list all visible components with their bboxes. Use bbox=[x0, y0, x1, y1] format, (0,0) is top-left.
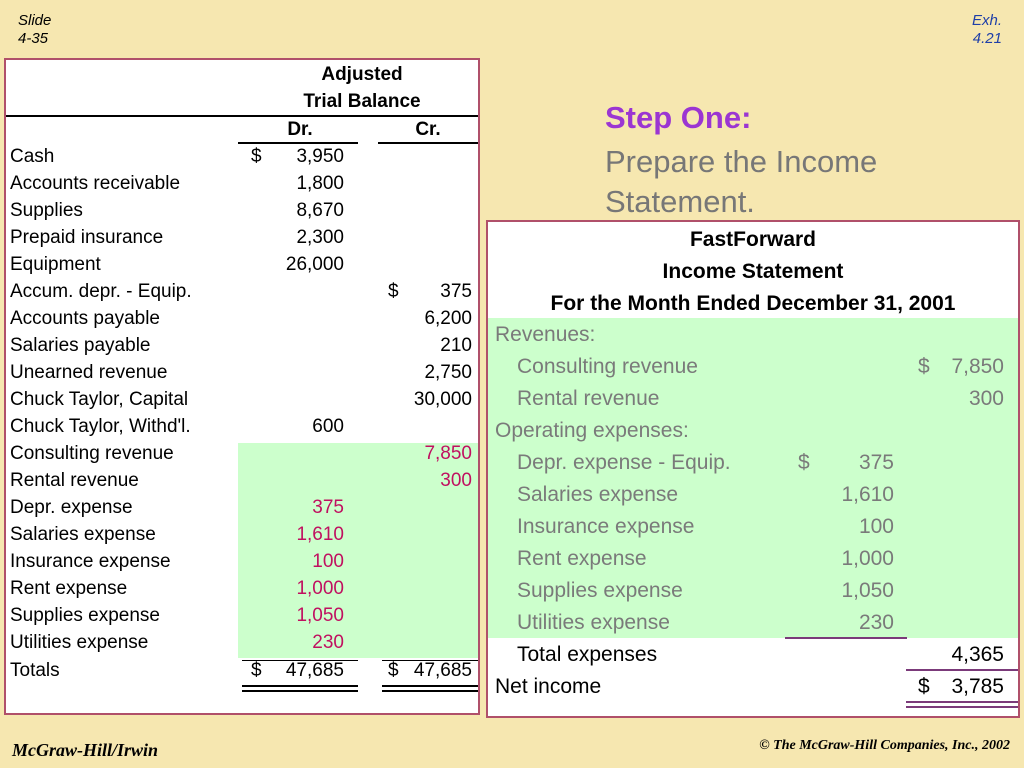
account-name: Cash bbox=[10, 146, 55, 167]
revenue-amount: 7,850 bbox=[951, 355, 1004, 378]
account-name: Unearned revenue bbox=[10, 362, 168, 383]
expense-amount: 375 bbox=[858, 451, 894, 474]
account-name: Salaries expense bbox=[10, 524, 156, 545]
totals-dr-top-rule bbox=[242, 660, 358, 661]
expense-name: Rent expense bbox=[517, 547, 647, 570]
totals-row bbox=[6, 660, 478, 687]
totals-dr-symbol: $ bbox=[251, 660, 262, 681]
expense-amount: 1,610 bbox=[841, 483, 894, 506]
dr-amount: 1,800 bbox=[296, 173, 344, 194]
exhibit-word: Exh. bbox=[971, 12, 1002, 29]
dr-amount: 375 bbox=[312, 497, 344, 518]
totals-dr: 47,685 bbox=[285, 660, 344, 681]
statement-title: Income Statement bbox=[662, 260, 844, 283]
table-row bbox=[6, 173, 478, 200]
expense-amount: 1,050 bbox=[841, 579, 894, 602]
table-row bbox=[6, 308, 478, 335]
expense-name: Supplies expense bbox=[517, 579, 683, 602]
total-expenses-amount: 4,365 bbox=[951, 643, 1004, 666]
expenses-heading-row bbox=[488, 419, 1018, 451]
expense-amount: 100 bbox=[858, 515, 894, 538]
totals-label: Totals bbox=[10, 660, 60, 681]
total-expenses-label: Total expenses bbox=[517, 643, 658, 666]
account-name: Equipment bbox=[10, 254, 101, 275]
expenses-heading: Operating expenses: bbox=[495, 419, 689, 442]
cr-amount: 300 bbox=[440, 470, 472, 491]
expense-amount: 1,000 bbox=[841, 547, 894, 570]
expense-symbol: $ bbox=[798, 451, 810, 474]
cr-amount: 375 bbox=[440, 281, 472, 302]
table-row bbox=[6, 524, 478, 551]
revenues-heading: Revenues: bbox=[495, 323, 596, 346]
dr-symbol: $ bbox=[251, 146, 262, 167]
expense-row bbox=[488, 579, 1018, 611]
table-row bbox=[6, 362, 478, 389]
expense-name: Insurance expense bbox=[517, 515, 695, 538]
cr-amount: 210 bbox=[440, 335, 472, 356]
account-name: Chuck Taylor, Withd'l. bbox=[10, 416, 191, 437]
dr-column-header: Dr. bbox=[287, 119, 313, 140]
cr-symbol: $ bbox=[388, 281, 399, 302]
table-row bbox=[6, 605, 478, 632]
revenue-row bbox=[488, 387, 1018, 419]
slide-number-label bbox=[18, 12, 51, 48]
table-row bbox=[6, 227, 478, 254]
totals-cr-double-rule bbox=[382, 685, 478, 692]
net-income-symbol: $ bbox=[918, 675, 930, 698]
step-title: Step One: bbox=[605, 100, 752, 135]
dr-amount: 1,000 bbox=[296, 578, 344, 599]
totals-cr-symbol: $ bbox=[388, 660, 399, 681]
revenue-name: Consulting revenue bbox=[517, 355, 698, 378]
expense-row bbox=[488, 547, 1018, 579]
account-name: Supplies bbox=[10, 200, 83, 221]
adjusted-trial-balance-table bbox=[4, 58, 480, 715]
dr-amount: 1,610 bbox=[296, 524, 344, 545]
copyright-footer: © The McGraw-Hill Companies, Inc., 2002 bbox=[759, 738, 1010, 753]
total-expenses-rule bbox=[906, 669, 1018, 671]
dr-amount: 26,000 bbox=[285, 254, 344, 275]
dr-header-rule bbox=[238, 142, 358, 144]
company-name: FastForward bbox=[689, 228, 817, 251]
totals-dr-double-rule bbox=[242, 685, 358, 692]
table-row bbox=[6, 200, 478, 227]
net-income-label: Net income bbox=[495, 675, 602, 698]
account-name: Prepaid insurance bbox=[10, 227, 164, 248]
account-name: Accounts payable bbox=[10, 308, 160, 329]
account-name: Chuck Taylor, Capital bbox=[10, 389, 189, 410]
revenue-row bbox=[488, 355, 1018, 387]
account-name: Utilities expense bbox=[10, 632, 149, 653]
income-statement bbox=[486, 220, 1020, 718]
expense-row bbox=[488, 611, 1018, 643]
exhibit-number: 4.21 bbox=[972, 30, 1002, 47]
expense-name: Depr. expense - Equip. bbox=[517, 451, 731, 474]
account-name: Rental revenue bbox=[10, 470, 139, 491]
account-name: Accounts receivable bbox=[10, 173, 181, 194]
step-description: Prepare the Income Statement. bbox=[605, 144, 878, 219]
net-income-amount: 3,785 bbox=[951, 675, 1004, 698]
expense-row bbox=[488, 515, 1018, 547]
net-income-double-rule bbox=[906, 701, 1018, 708]
cr-amount: 30,000 bbox=[413, 389, 472, 410]
expense-amount: 230 bbox=[858, 611, 894, 634]
table-row bbox=[6, 146, 478, 173]
statement-period: For the Month Ended December 31, 2001 bbox=[550, 292, 956, 315]
account-name: Depr. expense bbox=[10, 497, 133, 518]
expense-name: Utilities expense bbox=[517, 611, 670, 634]
table-row bbox=[6, 254, 478, 281]
publisher-footer: McGraw-Hill/Irwin bbox=[12, 740, 159, 760]
account-name: Salaries payable bbox=[10, 335, 151, 356]
slide-word: Slide bbox=[18, 12, 52, 29]
table-row bbox=[6, 470, 478, 497]
cr-header-rule bbox=[378, 142, 478, 144]
expense-row bbox=[488, 451, 1018, 483]
cr-amount: 2,750 bbox=[424, 362, 472, 383]
cr-amount: 7,850 bbox=[424, 443, 472, 464]
table-row bbox=[6, 416, 478, 443]
exhibit-number-label bbox=[972, 12, 1002, 48]
account-name: Rent expense bbox=[10, 578, 128, 599]
table-row bbox=[6, 281, 478, 308]
dr-amount: 1,050 bbox=[296, 605, 344, 626]
table-row bbox=[6, 578, 478, 605]
table-row bbox=[6, 551, 478, 578]
table-row bbox=[6, 497, 478, 524]
revenue-name: Rental revenue bbox=[517, 387, 660, 410]
expenses-subtotal-rule bbox=[785, 637, 907, 639]
header-trial-balance: Trial Balance bbox=[303, 91, 421, 112]
dr-amount: 3,950 bbox=[296, 146, 344, 167]
revenues-heading-row bbox=[488, 323, 1018, 355]
table-row bbox=[6, 335, 478, 362]
totals-cr: 47,685 bbox=[413, 660, 472, 681]
cr-amount: 6,200 bbox=[424, 308, 472, 329]
cr-column-header: Cr. bbox=[415, 119, 441, 140]
table-row bbox=[6, 443, 478, 470]
revenue-symbol: $ bbox=[918, 355, 930, 378]
table-row bbox=[6, 389, 478, 416]
dr-amount: 230 bbox=[312, 632, 344, 653]
account-name: Supplies expense bbox=[10, 605, 160, 626]
account-name: Consulting revenue bbox=[10, 443, 174, 464]
dr-amount: 600 bbox=[312, 416, 344, 437]
dr-amount: 8,670 bbox=[296, 200, 344, 221]
slide-number: 4-35 bbox=[18, 30, 49, 47]
header-rule bbox=[6, 115, 478, 117]
account-name: Accum. depr. - Equip. bbox=[10, 281, 192, 302]
header-adjusted: Adjusted bbox=[321, 64, 403, 85]
dr-amount: 100 bbox=[312, 551, 344, 572]
expense-name: Salaries expense bbox=[517, 483, 679, 506]
totals-cr-top-rule bbox=[382, 660, 478, 661]
expense-row bbox=[488, 483, 1018, 515]
account-name: Insurance expense bbox=[10, 551, 171, 572]
dr-amount: 2,300 bbox=[296, 227, 344, 248]
revenue-amount: 300 bbox=[968, 387, 1004, 410]
table-row bbox=[6, 632, 478, 659]
